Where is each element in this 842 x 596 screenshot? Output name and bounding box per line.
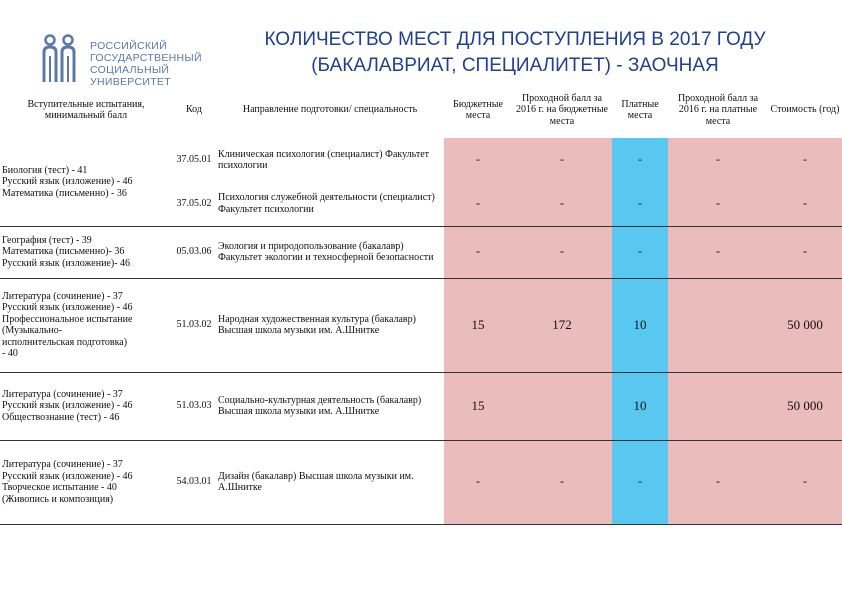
code-cell: 51.03.03 <box>172 372 216 440</box>
direction-cell: Дизайн (бакалавр) Высшая школа музыки им. А.Шнитке <box>216 440 444 524</box>
logo-text: РОССИЙСКИЙ ГОСУДАРСТВЕННЫЙ СОЦИАЛЬНЫЙ УНИВЕРСИТЕТ <box>90 40 202 88</box>
paid-cell: - <box>612 226 668 278</box>
budget-score-cell: - <box>512 138 612 182</box>
header-budget: Бюджетные места <box>453 98 503 121</box>
header-row <box>0 82 842 138</box>
paid-cell: 10 <box>612 372 668 440</box>
budget-cell: - <box>444 182 512 226</box>
direction-cell: Экология и природопользование (бакалавр) Факультет экологии и техносферной безопасности <box>216 226 444 278</box>
cost-cell: - <box>768 138 842 182</box>
direction-cell: Клиническая психология (специалист) Факультет психологии <box>218 148 430 171</box>
cost-cell: - <box>768 226 842 278</box>
paid-cell: - <box>612 440 668 524</box>
exams-cell: Литература (сочинение) - 37 Русский язык (изложение) - 46 Профессиональное испытание (Музыкально- исполнительская подготовка) - 40 <box>0 278 172 372</box>
title-line-2: (БАКАЛАВРИАТ, СПЕЦИАЛИТЕТ) - ЗАОЧНАЯ <box>311 55 719 76</box>
paid-score-cell <box>668 278 768 372</box>
header-budget-score: Проходной балл за 2016 г. на бюджетные места <box>516 92 608 127</box>
header-paid: Платные места <box>621 98 659 121</box>
page-title <box>200 27 830 79</box>
budget-score-cell: - <box>512 182 612 226</box>
header-code: Код <box>186 104 202 116</box>
paid-cell: - <box>612 182 668 226</box>
budget-score-cell: - <box>512 226 612 278</box>
budget-score-cell <box>512 372 612 440</box>
table-row <box>0 226 842 278</box>
paid-score-cell: - <box>668 440 768 524</box>
budget-cell: - <box>444 138 512 182</box>
direction-cell: Народная художественная культура (бакалавр) Высшая школа музыки им. А.Шнитке <box>216 278 444 372</box>
budget-cell: - <box>444 226 512 278</box>
cost-cell: - <box>768 182 842 226</box>
cost-cell: - <box>768 440 842 524</box>
header-cost: Стоимость (год) <box>770 104 840 116</box>
code-cell: 37.05.01 <box>176 154 212 166</box>
code-cell: 51.03.02 <box>172 278 216 372</box>
budget-score-cell: - <box>512 440 612 524</box>
exams-cell: Биология (тест) - 41 Русский язык (изложение) - 46 Математика (письменно) - 36 <box>0 138 172 226</box>
budget-cell: 15 <box>444 372 512 440</box>
code-cell: 05.03.06 <box>172 226 216 278</box>
paid-score-cell <box>668 372 768 440</box>
exams-cell: География (тест) - 39 Математика (письменно)- 36 Русский язык (изложение)- 46 <box>0 226 172 278</box>
budget-cell: 15 <box>444 278 512 372</box>
table-row <box>0 138 842 182</box>
table-row <box>0 372 842 440</box>
budget-score-cell: 172 <box>512 278 612 372</box>
header-exams: Вступительные испытания, минимальный балл <box>27 98 145 121</box>
code-cell: 54.03.01 <box>172 440 216 524</box>
title-line-1: КОЛИЧЕСТВО МЕСТ ДЛЯ ПОСТУПЛЕНИЯ В 2017 ГОДУ <box>264 29 766 50</box>
budget-cell: - <box>444 440 512 524</box>
code-cell: 37.05.02 <box>172 182 216 226</box>
cost-cell: 50 000 <box>768 372 842 440</box>
exams-cell: Литература (сочинение) - 37 Русский язык (изложение) - 46 Обществознание (тест) - 46 <box>0 372 172 440</box>
table-row <box>0 278 842 372</box>
admission-table <box>0 82 842 525</box>
paid-score-cell: - <box>668 138 768 182</box>
header-direction: Направление подготовки/ специальность <box>242 104 418 116</box>
paid-cell: 10 <box>612 278 668 372</box>
paid-cell: - <box>612 138 668 182</box>
paid-score-cell: - <box>668 182 768 226</box>
university-logo <box>10 14 202 88</box>
direction-cell: Психология служебной деятельности (специалист) Факультет психологии <box>216 182 444 226</box>
people-logo-icon <box>40 34 80 84</box>
paid-score-cell: - <box>668 226 768 278</box>
header-paid-score: Проходной балл за 2016 г. на платные места <box>677 92 759 127</box>
direction-cell: Социально-культурная деятельность (бакалавр) Высшая школа музыки им. А.Шнитке <box>216 372 444 440</box>
exams-cell: Литература (сочинение) - 37 Русский язык (изложение) - 46 Творческое испытание - 40 (Живопись и композиция) <box>0 440 172 524</box>
cost-cell: 50 000 <box>768 278 842 372</box>
table-row <box>0 440 842 524</box>
